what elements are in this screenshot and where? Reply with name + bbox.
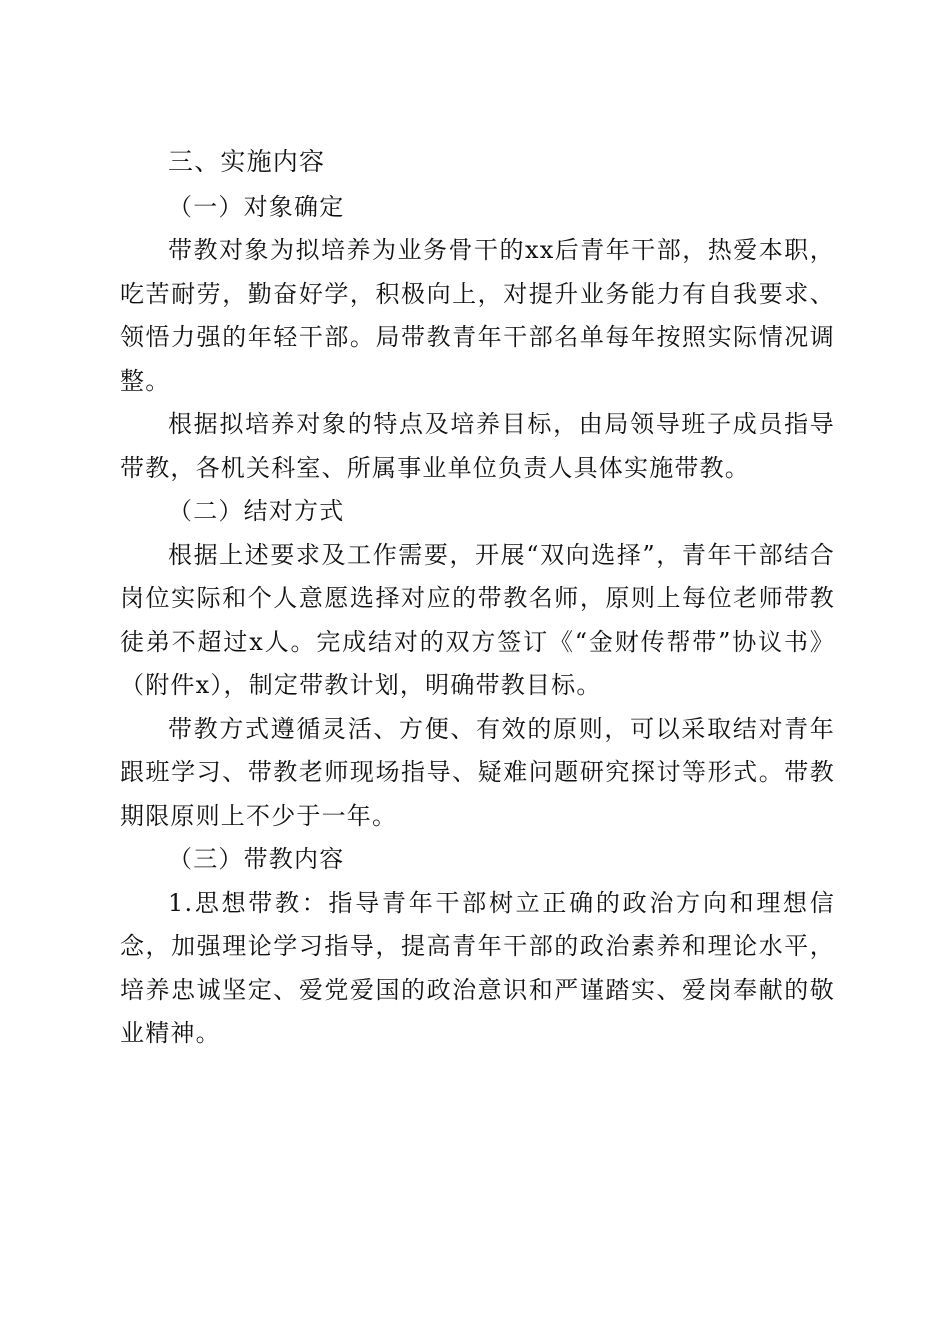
section-title: 三、实施内容 (168, 147, 326, 176)
subsection-heading-1: （一）对象确定 (168, 192, 345, 221)
paragraph-3-1: 1.思想带教：指导青年干部树立正确的政治方向和理想信念，加强理论学习指导，提高青年干部的政治素养和理论水平，培养忠诚坚定、爱党爱国的政治意识和严谨踏实、爱岗奉献的敬业精神。 (120, 888, 835, 1047)
paragraph-1-2: 根据拟培养对象的特点及培养目标，由局领导班子成员指导带教，各机关科室、所属事业单位负责人具体实施带教。 (120, 410, 835, 482)
paragraph-2-1: 根据上述要求及工作需要，开展“双向选择”，青年干部结合岗位实际和个人意愿选择对应的带教名师，原则上每位老师带教徒弟不超过x人。完成结对的双方签订《“金财传帮带”协议书》（附件x），制定带教计划，明确带教目标。 (120, 540, 835, 699)
paragraph-2-2: 带教方式遵循灵活、方便、有效的原则，可以采取结对青年跟班学习、带教老师现场指导、疑难问题研究探讨等形式。带教期限原则上不少于一年。 (120, 714, 835, 830)
subsection-heading-2: （二）结对方式 (168, 497, 345, 525)
paragraph-1-1: 带教对象为拟培养为业务骨干的xx后青年干部，热爱本职，吃苦耐劳，勤奋好学，积极向上，对提升业务能力有自我要求、领悟力强的年轻干部。局带教青年干部名单每年按照实际情况调整。 (120, 236, 835, 395)
document-body (120, 140, 835, 1056)
subsection-heading-3: （三）带教内容 (168, 845, 345, 873)
